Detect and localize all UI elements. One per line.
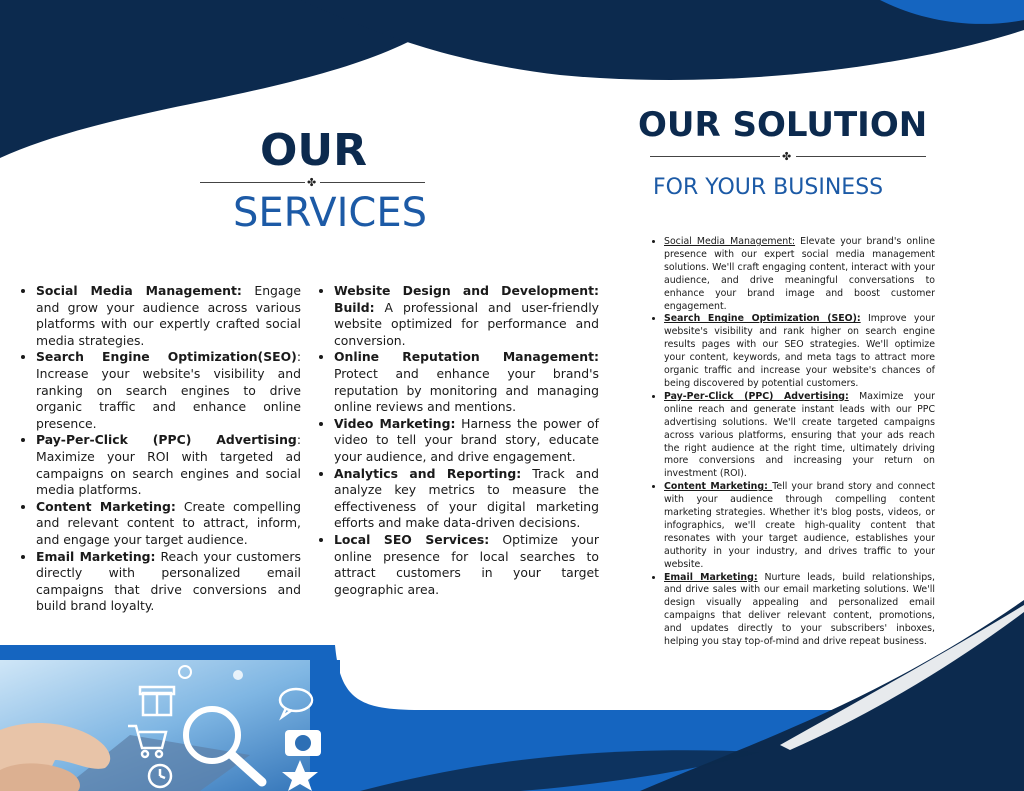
list-item: • Website Design and Development: Build: A professional and user-friendly website optimized for performance and conversion.: [334, 283, 599, 349]
list-item: • Search Engine Optimization(SEO): Increase your website's visibility and ranking on search engines to drive organic traffic and enhance online presence.: [36, 349, 301, 432]
services-title-bottom: SERVICES: [233, 190, 428, 236]
list-item: • Local SEO Services: Optimize your online presence for local searches to attract customers in your target geographic area.: [334, 532, 599, 598]
list-item: • Pay-Per-Click (PPC) Advertising: Maximize your ROI with targeted ad campaigns on search engines and social media platforms.: [36, 432, 301, 498]
list-item: • Video Marketing: Harness the power of video to tell your brand story, educate your audience, and drive engagement.: [334, 416, 599, 466]
decor-dot: [233, 670, 243, 680]
camera-icon: [285, 730, 321, 756]
services-divider-left: [200, 182, 305, 183]
solution-subtitle: FOR YOUR BUSINESS: [653, 175, 884, 200]
services-title-top: OUR: [260, 125, 368, 176]
solution-divider-left: [650, 156, 780, 157]
solution-title: OUR SOLUTION: [638, 105, 928, 145]
solution-divider-right: [796, 156, 926, 157]
list-item: • Online Reputation Management: Protect and enhance your brand's reputation by monitoring and managing online reviews and mentions.: [334, 349, 599, 415]
list-item: • Content Marketing: Tell your brand story and connect with your audience through compelling content marketing strategies. Whether it's blog posts, videos, or infographics, we'll create high-quality content that resonates with your target audience, establishes your authority in your industry, and drives traffic to your website.: [664, 481, 935, 571]
list-item: • Analytics and Reporting: Track and analyze key metrics to measure the effectiveness of your digital marketing efforts and make data-driven decisions.: [334, 466, 599, 532]
list-item: • Social Media Management: Elevate your brand's online presence with our expert social media management solutions. We'll craft engaging content, interact with your audience, and drive meaningful conversations to enhance your brand image and boost customer engagement.: [664, 236, 935, 313]
list-item: • Email Marketing: Reach your customers directly with personalized email campaigns that drive conversions and build brand loyalty.: [36, 549, 301, 615]
list-item: • Social Media Management: Engage and grow your audience across various platforms with our expertly crafted social media strategies.: [36, 283, 301, 349]
list-item: • Content Marketing: Create compelling and relevant content to attract, inform, and engage your target audience.: [36, 499, 301, 549]
solution-divider-ornament: ✤: [782, 150, 792, 163]
services-list-left: [22, 283, 301, 615]
marketing-photo: [0, 660, 340, 791]
list-item: • Email Marketing: Nurture leads, build relationships, and drive sales with our email marketing solutions. We'll design visually appealing and personalized email campaigns that deliver relevant content, promotions, and updates directly to your subscribers' inboxes, helping you stay top-of-mind and drive repeat business.: [664, 572, 935, 649]
list-item: • Search Engine Optimization (SEO): Improve your website's visibility and rank higher on search engine results pages with our SEO strategies. We'll optimize your content, keywords, and meta tags to attract more organic traffic and increase your website's chances of being discovered by potential customers.: [664, 313, 935, 390]
services-list-middle: [320, 283, 599, 598]
services-divider-ornament: ✤: [307, 176, 317, 189]
solution-list: [650, 236, 935, 649]
list-item: • Pay-Per-Click (PPC) Advertising: Maximize your online reach and generate instant leads with our PPC advertising solutions. We'll create targeted campaigns across various platforms, ensuring that your ads reach the right audience at the right time, ultimately driving more conversions and increasing your return on investment (ROI).: [664, 391, 935, 481]
services-divider-right: [320, 182, 425, 183]
